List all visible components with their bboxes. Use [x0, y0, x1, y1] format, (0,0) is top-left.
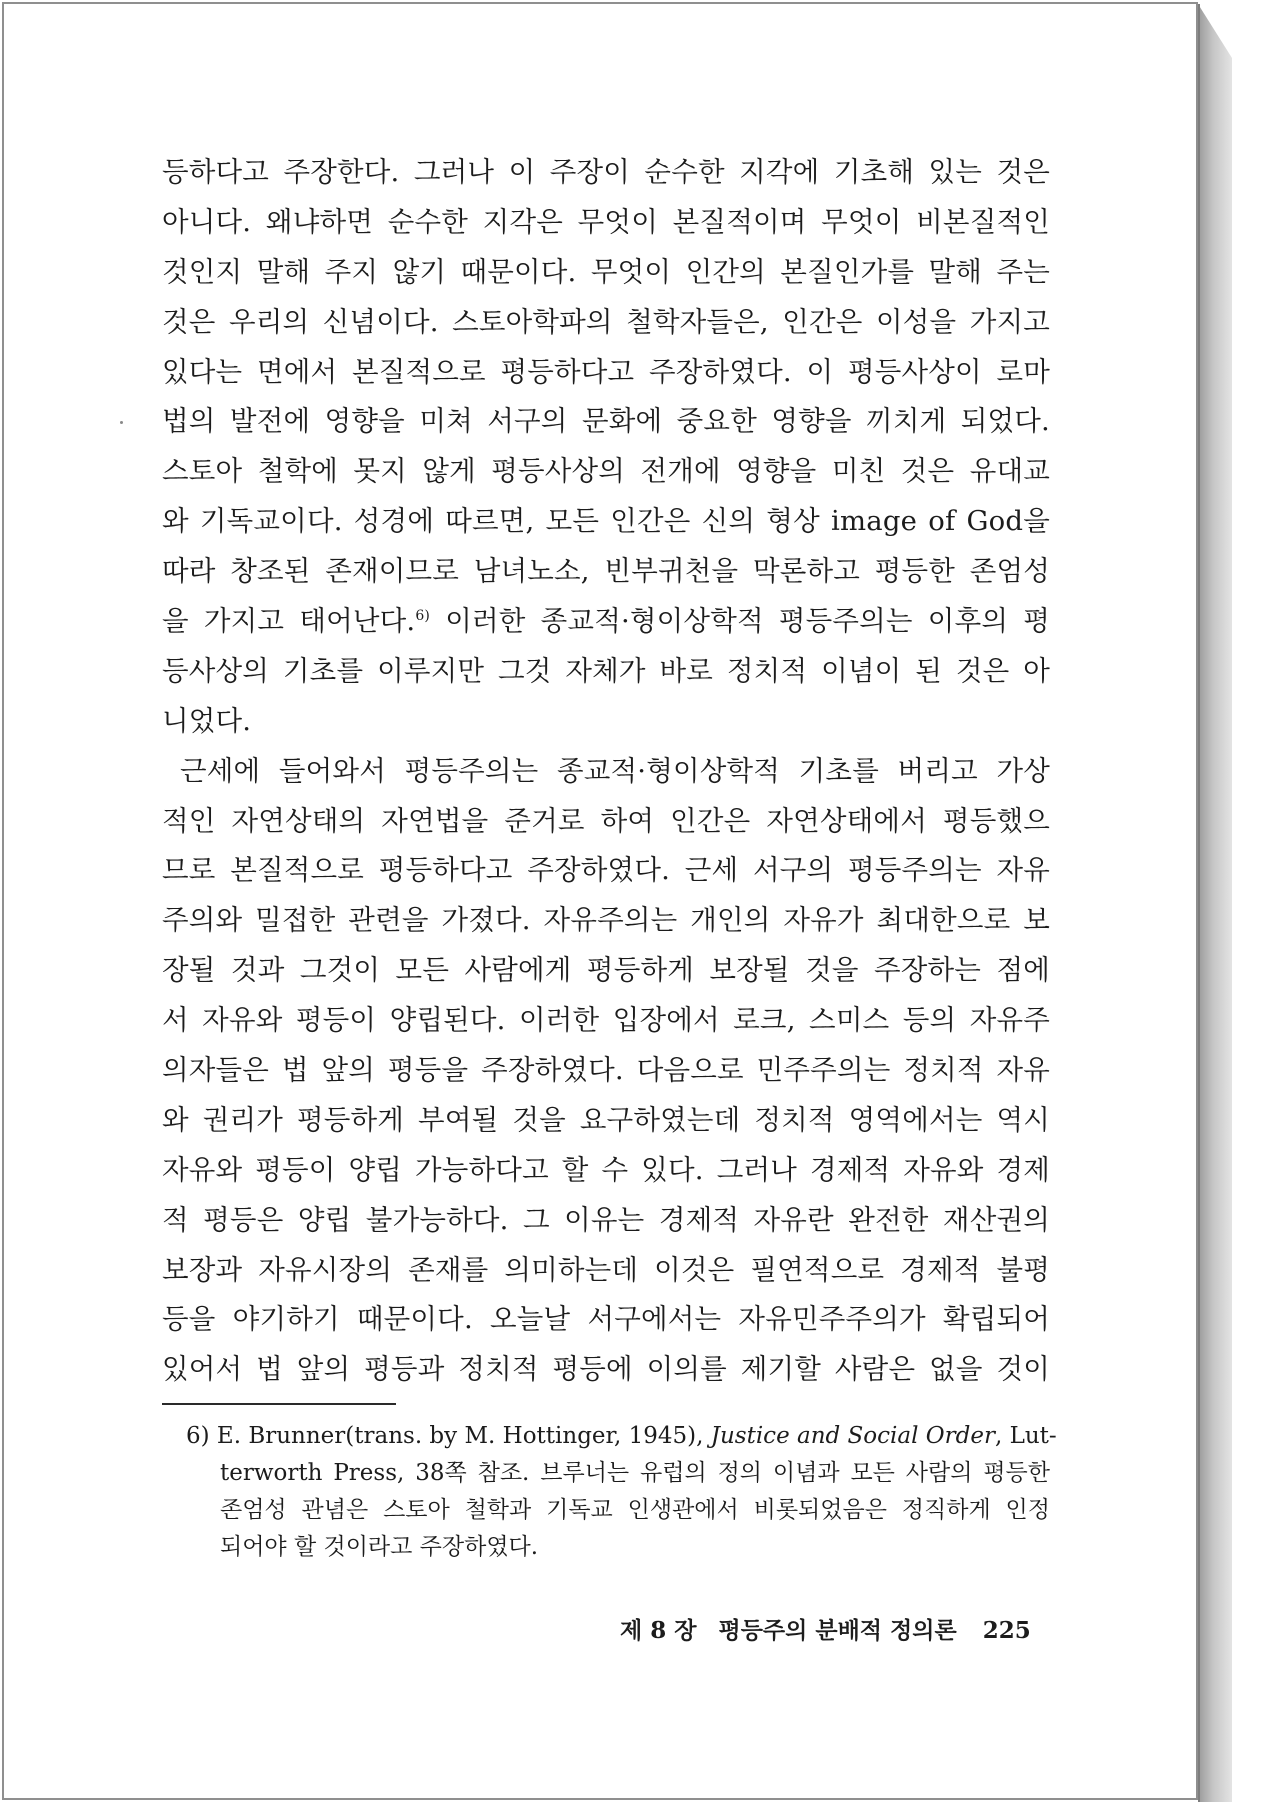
body-line: 아니다. 왜냐하면 순수한 지각은 무엇이 본질적이며 무엇이 비본질적인: [162, 205, 1050, 238]
footnote-line: terworth Press, 38쪽 참조. 브루너는 유럽의 정의 이념과 모든 사람의 평등한: [220, 1460, 1050, 1486]
running-footer: [620, 1612, 1031, 1650]
body-line: 법의 발전에 영향을 미쳐 서구의 문화에 중요한 영향을 끼치게 되었다.: [162, 405, 1050, 438]
footnote-number: 6): [186, 1423, 210, 1449]
footnote-line: [186, 1418, 1057, 1455]
footnote-block: [186, 1418, 1057, 1566]
body-line: 것인지 말해 주지 않기 때문이다. 무엇이 인간의 본질인가를 말해 주는: [162, 255, 1050, 288]
body-line: 니었다.: [162, 704, 252, 737]
body-line: 적 평등은 양립 불가능하다. 그 이유는 경제적 자유란 완전한 재산권의: [162, 1203, 1050, 1236]
body-line: 자유와 평등이 양립 가능하다고 할 수 있다. 그러나 경제적 자유와 경제: [162, 1153, 1050, 1186]
body-line: 등사상의 기초를 이루지만 그것 자체가 바로 정치적 이념이 된 것은 아: [162, 654, 1050, 687]
body-line: 장될 것과 그것이 모든 사람에게 평등하게 보장될 것을 주장하는 점에: [162, 954, 1050, 987]
body-line: 의자들은 법 앞의 평등을 주장하였다. 다음으로 민주주의는 정치적 자유: [162, 1054, 1050, 1087]
footnote-line: 존엄성 관념은 스토아 철학과 기독교 인생관에서 비롯되었음은 정직하게 인정: [220, 1497, 1050, 1523]
body-line: 등을 야기하기 때문이다. 오늘날 서구에서는 자유민주주의가 확립되어: [162, 1303, 1050, 1336]
body-line-with-footnote-ref: [162, 597, 1050, 647]
footnote-reference: 6): [415, 607, 431, 624]
paragraph-start-line: 근세에 들어와서 평등주의는 종교적·형이상학적 기초를 버리고 가상: [180, 754, 1050, 787]
body-line: 보장과 자유시장의 존재를 의미하는데 이것은 필연적으로 경제적 불평: [162, 1253, 1050, 1286]
body-line: 있어서 법 앞의 평등과 정치적 평등에 이의를 제기할 사람은 없을 것이: [162, 1353, 1050, 1386]
body-line: 서 자유와 평등이 양립된다. 이러한 입장에서 로크, 스미스 등의 자유주: [162, 1004, 1050, 1037]
chapter-title: 평등주의 분배적 정의론: [718, 1617, 957, 1644]
body-line: 와 기독교이다. 성경에 따르면, 모든 인간은 신의 형상 image of God을: [162, 505, 1050, 538]
footnote-book-title: Justice and Social Order: [710, 1423, 995, 1449]
page-number: 225: [982, 1617, 1031, 1644]
body-line: 주의와 밀접한 관련을 가졌다. 자유주의는 개인의 자유가 최대한으로 보: [162, 904, 1050, 937]
body-line-head: 을 가지고 태어난다.: [162, 605, 416, 638]
body-line: 적인 자연상태의 자연법을 준거로 하여 인간은 자연상태에서 평등했으: [162, 804, 1050, 837]
footnote-citation-end: , Lut-: [994, 1423, 1057, 1449]
body-line: 와 권리가 평등하게 부여될 것을 요구하였는데 정치적 영역에서는 역시: [162, 1103, 1050, 1136]
body-line: 것은 우리의 신념이다. 스토아학파의 철학자들은, 인간은 이성을 가지고: [162, 305, 1050, 338]
body-line: 따라 창조된 존재이므로 남녀노소, 빈부귀천을 막론하고 평등한 존엄성: [162, 555, 1050, 588]
scan-speck: [120, 421, 123, 424]
body-text: [162, 148, 1050, 1395]
body-line: 있다는 면에서 본질적으로 평등하다고 주장하였다. 이 평등사상이 로마: [162, 355, 1050, 388]
body-line: 스토아 철학에 못지 않게 평등사상의 전개에 영향을 미친 것은 유대교: [162, 455, 1050, 488]
body-line: 등하다고 주장한다. 그러나 이 주장이 순수한 지각에 기초해 있는 것은: [162, 156, 1050, 188]
chapter-label: 제 8 장: [620, 1617, 697, 1644]
footnote-citation: E. Brunner(trans. by M. Hottinger, 1945),: [216, 1423, 704, 1449]
page-edge-shadow: [1198, 4, 1232, 1802]
body-line: 므로 본질적으로 평등하다고 주장하였다. 근세 서구의 평등주의는 자유: [162, 854, 1050, 887]
body-line-tail: 이러한 종교적·형이상학적 평등주의는 이후의 평: [445, 605, 1050, 638]
footnote-line: 되어야 할 것이라고 주장하였다.: [220, 1534, 539, 1560]
page-edge-line: [1198, 4, 1200, 1802]
footnote-separator: [162, 1403, 396, 1405]
